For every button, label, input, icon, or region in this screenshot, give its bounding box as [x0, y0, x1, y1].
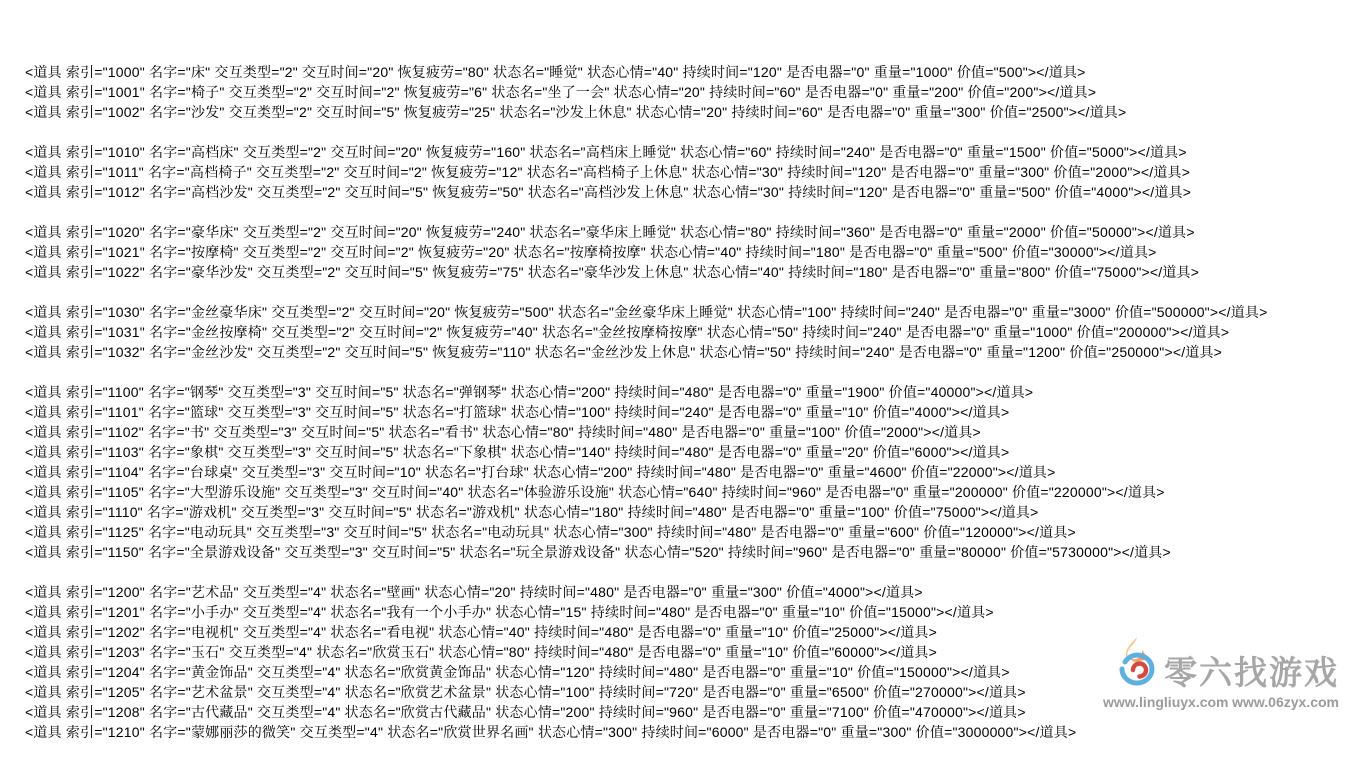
xml-item-line: <道具 索引="1101" 名字="篮球" 交互类型="3" 交互时间="5" 状态名="打篮球" 状态心情="100" 持续时间="240" 是否电器="0" 重量="10" 价值="4000"></道具> — [25, 404, 1010, 420]
item-group — [25, 382, 1347, 562]
item-group — [25, 142, 1347, 202]
watermark-url-primary: www.lingliuyx.com — [1103, 694, 1229, 710]
xml-item-line: <道具 索引="1032" 名字="金丝沙发" 交互类型="2" 交互时间="5" 恢复疲劳="110" 状态名="金丝沙发上休息" 状态心情="50" 持续时间="240" 是否电器="0" 重量="1200" 价值="250000"></道具> — [25, 344, 1223, 360]
xml-item-line: <道具 索引="1125" 名字="电动玩具" 交互类型="3" 交互时间="5" 状态名="电动玩具" 状态心情="300" 持续时间="480" 是否电器="0" 重量="600" 价值="120000"></道具> — [25, 524, 1076, 540]
xml-item-line: <道具 索引="1021" 名字="按摩椅" 交互类型="2" 交互时间="2" 恢复疲劳="20" 状态名="按摩椅按摩" 状态心情="40" 持续时间="180" 是否电器="0" 重量="500" 价值="30000"></道具> — [25, 244, 1157, 260]
item-group — [25, 62, 1347, 122]
xml-item-line: <道具 索引="1010" 名字="高档床" 交互类型="2" 交互时间="20" 恢复疲劳="160" 状态名="高档床上睡觉" 状态心情="60" 持续时间="240" 是否电器="0" 重量="1500" 价值="5000"></道具> — [25, 144, 1187, 160]
xml-item-line: <道具 索引="1210" 名字="蒙娜丽莎的微笑" 交互类型="4" 状态名="欣赏世界名画" 状态心情="300" 持续时间="6000" 是否电器="0" 重量="300" 价值="3000000"></道具> — [25, 724, 1077, 740]
xml-item-line: <道具 索引="1030" 名字="金丝豪华床" 交互类型="2" 交互时间="20" 恢复疲劳="500" 状态名="金丝豪华床上睡觉" 状态心情="100" 持续时间="240" 是否电器="0" 重量="3000" 价值="500000"></道具> — [25, 304, 1268, 320]
xml-item-line: <道具 索引="1201" 名字="小手办" 交互类型="4" 状态名="我有一个小手办" 状态心情="15" 持续时间="480" 是否电器="0" 重量="10" 价值="15000"></道具> — [25, 604, 994, 620]
watermark-url-secondary: www.06zyx.com — [1232, 694, 1339, 710]
xml-item-line: <道具 索引="1000" 名字="床" 交互类型="2" 交互时间="20" 恢复疲劳="80" 状态名="睡觉" 状态心情="40" 持续时间="120" 是否电器="0" 重量="1000" 价值="500"></道具> — [25, 64, 1086, 80]
item-group — [25, 222, 1347, 282]
watermark-logo-row — [1103, 636, 1339, 691]
xml-item-line: <道具 索引="1102" 名字="书" 交互类型="3" 交互时间="5" 状态名="看书" 状态心情="80" 持续时间="480" 是否电器="0" 重量="100" 价值="2000"></道具> — [25, 424, 981, 440]
flame-swirl-logo-icon — [1112, 636, 1158, 691]
xml-item-line: <道具 索引="1205" 名字="艺术盆景" 交互类型="4" 状态名="欣赏艺术盆景" 状态心情="100" 持续时间="720" 是否电器="0" 重量="6500" 价值="270000"></道具> — [25, 684, 1026, 700]
item-group — [25, 302, 1347, 362]
xml-item-line: <道具 索引="1103" 名字="象棋" 交互类型="3" 交互时间="5" 状态名="下象棋" 状态心情="140" 持续时间="480" 是否电器="0" 重量="20" 价值="6000"></道具> — [25, 444, 1010, 460]
site-watermark — [1103, 636, 1339, 710]
xml-item-line: <道具 索引="1001" 名字="椅子" 交互类型="2" 交互时间="2" 恢复疲劳="6" 状态名="坐了一会" 状态心情="20" 持续时间="60" 是否电器="0" 重量="200" 价值="200"></道具> — [25, 84, 1097, 100]
xml-item-line: <道具 索引="1203" 名字="玉石" 交互类型="4" 状态名="欣赏玉石" 状态心情="80" 持续时间="480" 是否电器="0" 重量="10" 价值="60000"></道具> — [25, 644, 937, 660]
xml-item-line: <道具 索引="1208" 名字="古代藏品" 交互类型="4" 状态名="欣赏古代藏品" 状态心情="200" 持续时间="960" 是否电器="0" 重量="7100" 价值="470000"></道具> — [25, 704, 1026, 720]
xml-item-line: <道具 索引="1104" 名字="台球桌" 交互类型="3" 交互时间="10" 状态名="打台球" 状态心情="200" 持续时间="480" 是否电器="0" 重量="4600" 价值="22000"></道具> — [25, 464, 1056, 480]
xml-item-line: <道具 索引="1031" 名字="金丝按摩椅" 交互类型="2" 交互时间="2" 恢复疲劳="40" 状态名="金丝按摩椅按摩" 状态心情="50" 持续时间="240" 是否电器="0" 重量="1000" 价值="200000"></道具> — [25, 324, 1230, 340]
watermark-urls — [1103, 694, 1339, 710]
xml-item-line: <道具 索引="1011" 名字="高档椅子" 交互类型="2" 交互时间="2" 恢复疲劳="12" 状态名="高档椅子上休息" 状态心情="30" 持续时间="120" 是否电器="0" 重量="300" 价值="2000"></道具> — [25, 164, 1191, 180]
watermark-site-name: 零六找游戏 — [1164, 654, 1339, 691]
xml-item-line: <道具 索引="1002" 名字="沙发" 交互类型="2" 交互时间="5" 恢复疲劳="25" 状态名="沙发上休息" 状态心情="20" 持续时间="60" 是否电器="0" 重量="300" 价值="2500"></道具> — [25, 104, 1127, 120]
xml-item-line: <道具 索引="1204" 名字="黄金饰品" 交互类型="4" 状态名="欣赏黄金饰品" 状态心情="120" 持续时间="480" 是否电器="0" 重量="10" 价值="150000"></道具> — [25, 664, 1010, 680]
xml-item-line: <道具 索引="1100" 名字="钢琴" 交互类型="3" 交互时间="5" 状态名="弹钢琴" 状态心情="200" 持续时间="480" 是否电器="0" 重量="1900" 价值="40000"></道具> — [25, 384, 1034, 400]
xml-item-line: <道具 索引="1110" 名字="游戏机" 交互类型="3" 交互时间="5" 状态名="游戏机" 状态心情="180" 持续时间="480" 是否电器="0" 重量="100" 价值="75000"></道具> — [25, 504, 1039, 520]
xml-item-line: <道具 索引="1022" 名字="豪华沙发" 交互类型="2" 交互时间="5" 恢复疲劳="75" 状态名="豪华沙发上休息" 状态心情="40" 持续时间="180" 是否电器="0" 重量="800" 价值="75000"></道具> — [25, 264, 1200, 280]
xml-item-line: <道具 索引="1200" 名字="艺术品" 交互类型="4" 状态名="壁画" 状态心情="20" 持续时间="480" 是否电器="0" 重量="300" 价值="4000"></道具> — [25, 584, 923, 600]
xml-item-line: <道具 索引="1012" 名字="高档沙发" 交互类型="2" 交互时间="5" 恢复疲劳="50" 状态名="高档沙发上休息" 状态心情="30" 持续时间="120" 是否电器="0" 重量="500" 价值="4000"></道具> — [25, 184, 1192, 200]
xml-item-line: <道具 索引="1202" 名字="电视机" 交互类型="4" 状态名="看电视" 状态心情="40" 持续时间="480" 是否电器="0" 重量="10" 价值="25000"></道具> — [25, 624, 937, 640]
xml-item-line: <道具 索引="1020" 名字="豪华床" 交互类型="2" 交互时间="20" 恢复疲劳="240" 状态名="豪华床上睡觉" 状态心情="80" 持续时间="360" 是否电器="0" 重量="2000" 价值="50000"></道具> — [25, 224, 1195, 240]
xml-item-line: <道具 索引="1105" 名字="大型游乐设施" 交互类型="3" 交互时间="40" 状态名="体验游乐设施" 状态心情="640" 持续时间="960" 是否电器="0" 重量="200000" 价值="220000"></道具> — [25, 484, 1165, 500]
xml-item-line: <道具 索引="1150" 名字="全景游戏设备" 交互类型="3" 交互时间="5" 状态名="玩全景游戏设备" 状态心情="520" 持续时间="960" 是否电器="0" 重量="80000" 价值="5730000"></道具> — [25, 544, 1171, 560]
